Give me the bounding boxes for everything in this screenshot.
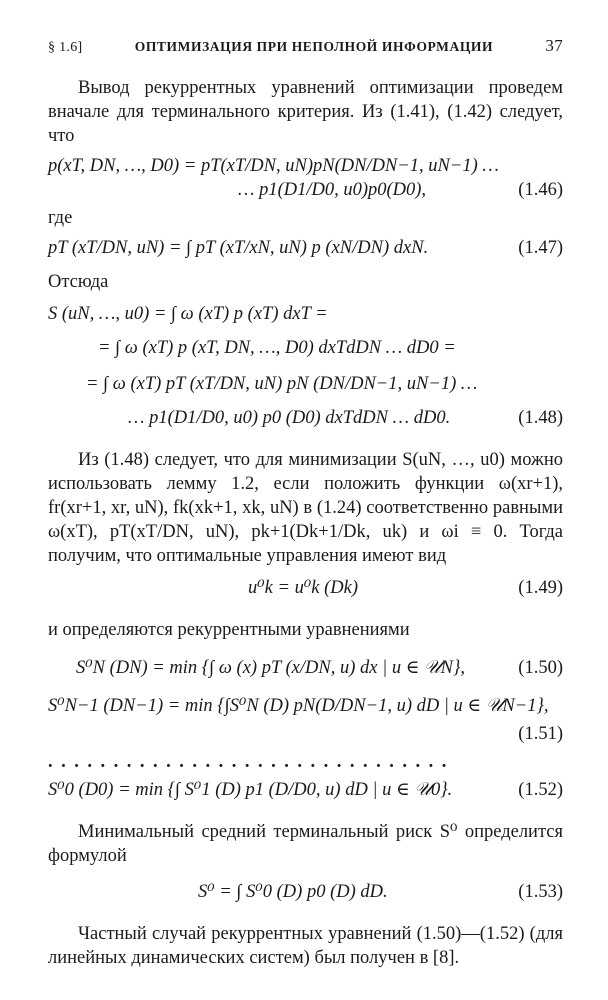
equation-number-1-52: (1.52): [518, 780, 563, 800]
page-number: 37: [545, 36, 563, 55]
equation-number-1-49: (1.49): [518, 578, 563, 598]
ellipsis-row: ...............................: [48, 752, 455, 772]
equation-number-1-53: (1.53): [518, 882, 563, 902]
equation-1-50-text: S⁰N (DN) = min {∫ ω (x) pT (x/DN, u) dx | u ∈ 𝒰N},: [76, 658, 466, 678]
equation-number-1-46: (1.46): [518, 180, 563, 200]
equation-1-47-text: pT (xT/DN, uN) = ∫ pT (xT/xN, uN) p (xN/DN) dxN.: [48, 238, 429, 258]
paragraph-recurrent: и определяются рекуррентными уравнениями: [48, 620, 410, 640]
equation-number-1-47: (1.47): [518, 238, 563, 258]
equation-1-48-line-2: [48, 336, 563, 360]
word-otsyuda: Отсюда: [48, 272, 109, 292]
equation-1-48-line-4: [48, 406, 563, 430]
equation-number-1-48: (1.48): [518, 408, 563, 428]
equation-1-51: [48, 694, 563, 718]
equation-1-48-text-2: = ∫ ω (xT) p (xT, DN, …, D0) dxTdDN … dD0 =: [98, 338, 456, 358]
equation-number-1-50: (1.50): [518, 658, 563, 678]
equation-1-48-text-3: = ∫ ω (xT) pT (xT/DN, uN) pN (DN/DN−1, uN−1) …: [86, 374, 478, 394]
equation-1-48-line-3: [48, 372, 563, 396]
paragraph-special-case: Частный случай рекуррентных уравнений (1.50)—(1.52) (для линейных динамических систем) был получен в [8].: [48, 924, 563, 968]
running-title: ОПТИМИЗАЦИЯ ПРИ НЕПОЛНОЙ ИНФОРМАЦИИ: [134, 39, 494, 54]
equation-1-50: [48, 656, 563, 680]
running-header: [48, 34, 563, 60]
equation-1-46-text-1: p(xT, DN, …, D0) = pT(xT/DN, uN)pN(DN/DN−1, uN−1) …: [48, 156, 499, 176]
equation-1-51-number-line: [48, 722, 563, 746]
paragraph-lemma: Из (1.48) следует, что для минимизации S(uN, …, u0) можно использовать лемму 1.2, если положить функции ω(xr+1), fr(xr+1, xr, uN), fk(xk+1, xk, uN) в (1.24) соответственно равными ω(xT), pT(xT/DN, uN), pk+1(Dk+1/Dk, uk) и ωi ≡ 0. Тогда получим, что оптимальные управления имеют вид: [48, 450, 563, 566]
equation-1-48-line-1: [48, 302, 563, 326]
equation-1-52-text: S⁰0 (D0) = min {∫ S⁰1 (D) p1 (D/D0, u) dD | u ∈ 𝒰0}.: [48, 780, 453, 800]
equation-1-53-text: S⁰ = ∫ S⁰0 (D) p0 (D) dD.: [198, 882, 388, 902]
page: [48, 34, 563, 970]
equation-1-48-text-1: S (uN, …, u0) = ∫ ω (xT) p (xT) dxT =: [48, 304, 328, 324]
paragraph-min-risk: Минимальный средний терминальный риск S⁰ определится формулой: [48, 822, 563, 866]
equation-1-47: [48, 236, 563, 260]
equation-1-48-text-4: … p1(D1/D0, u0) p0 (D0) dxTdDN … dD0.: [128, 408, 451, 428]
equation-number-1-51: (1.51): [518, 724, 563, 744]
equation-1-52: [48, 778, 563, 802]
paragraph-intro: Вывод рекуррентных уравнений оптимизации проведем вначале для терминального критерия. Из (1.41), (1.42) следует, что: [48, 78, 563, 146]
equation-1-46-line-1: [48, 154, 563, 178]
equation-1-49-text: u⁰k = u⁰k (Dk): [248, 578, 359, 598]
equation-1-46-text-2: … p1(D1/D0, u0)p0(D0),: [238, 180, 427, 200]
equation-1-49: [48, 576, 563, 600]
equation-1-53: [48, 880, 563, 904]
word-gde: где: [48, 208, 73, 228]
equation-1-51-text: S⁰N−1 (DN−1) = min {∫S⁰N (D) pN(D/DN−1, u) dD | u ∈ 𝒰N−1},: [48, 696, 549, 716]
section-ref: § 1.6]: [48, 40, 83, 55]
equation-1-46-line-2: [48, 178, 563, 202]
